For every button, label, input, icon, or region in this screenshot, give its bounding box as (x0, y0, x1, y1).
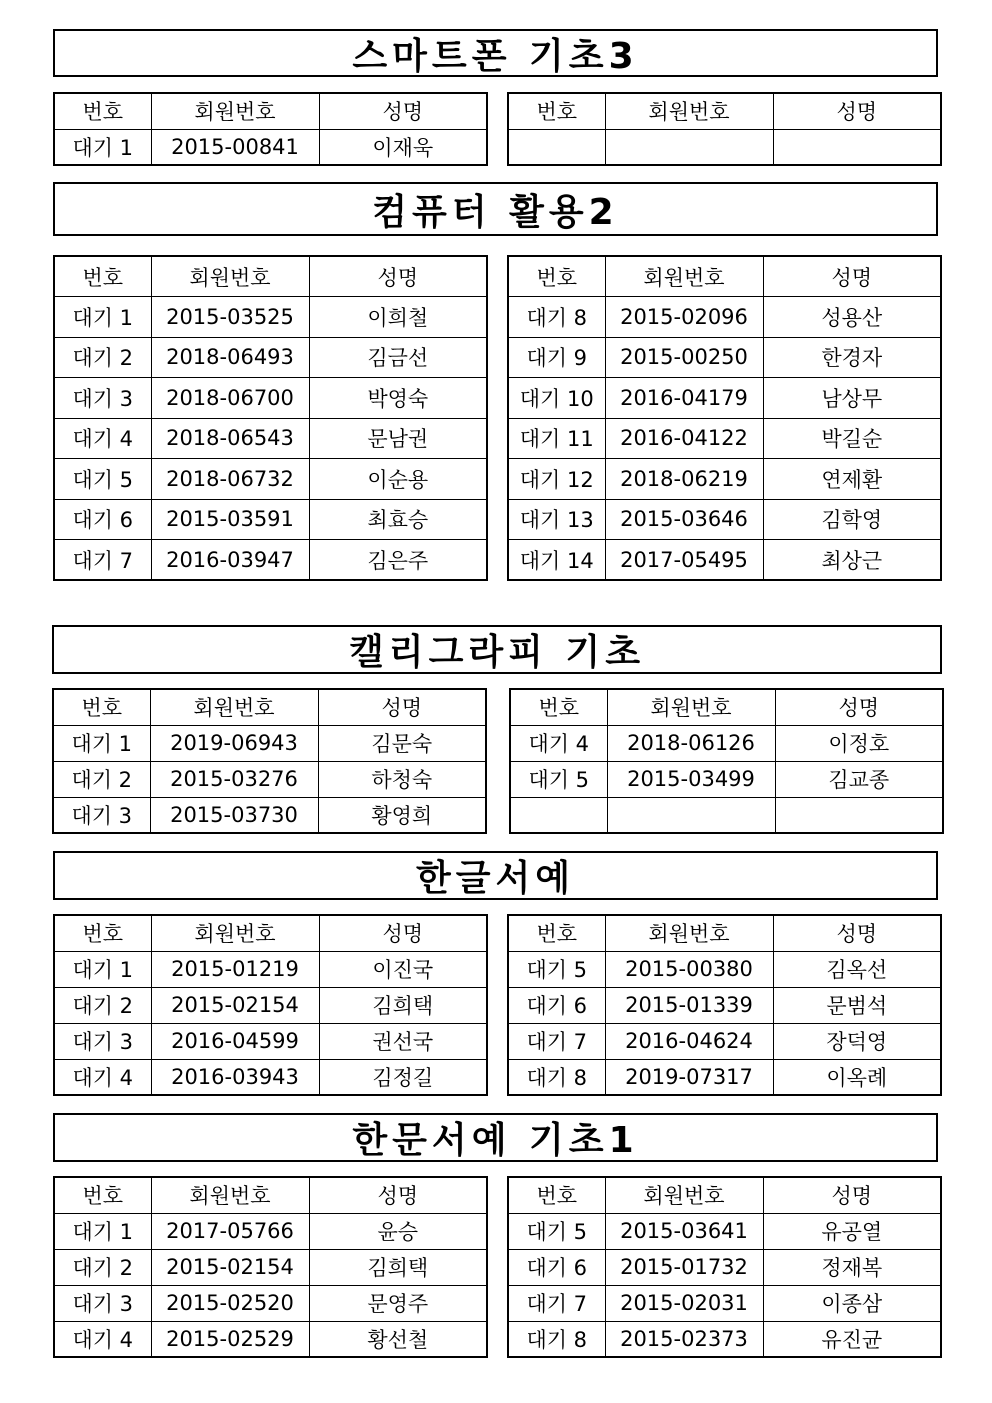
table-row (54, 378, 487, 419)
name-cell: 남상무 (763, 378, 941, 419)
table-row (508, 129, 941, 165)
table-row (508, 1213, 941, 1249)
name-cell: 김금선 (309, 337, 487, 378)
name-cell: 이진국 (319, 951, 487, 987)
member-number-cell: 2016-04122 (605, 418, 763, 459)
wait-number-cell: 대기 3 (54, 378, 151, 419)
table-row (508, 499, 941, 540)
wait-number-cell: 대기 6 (54, 499, 151, 540)
name-cell: 황선철 (309, 1321, 487, 1357)
wait-number-cell: 대기 4 (510, 725, 607, 761)
header-number: 번호 (508, 93, 605, 129)
wait-number-cell: 대기 5 (510, 761, 607, 797)
wait-number-cell: 대기 1 (54, 297, 151, 338)
member-number-cell: 2015-03591 (151, 499, 309, 540)
name-cell: 최효승 (309, 499, 487, 540)
header-name: 성명 (773, 93, 941, 129)
table-row (54, 1059, 487, 1095)
name-cell: 김은주 (309, 540, 487, 581)
name-cell: 김정길 (319, 1059, 487, 1095)
member-number-cell: 2015-00841 (151, 129, 319, 165)
name-cell: 한경자 (763, 337, 941, 378)
name-cell: 이옥례 (773, 1059, 941, 1095)
name-cell: 권선국 (319, 1023, 487, 1059)
header-name: 성명 (763, 256, 941, 297)
name-cell: 김옥선 (773, 951, 941, 987)
wait-number-cell: 대기 8 (508, 1321, 605, 1357)
member-number-cell: 2018-06543 (151, 418, 309, 459)
wait-number-cell: 대기 2 (53, 761, 150, 797)
header-name: 성명 (319, 915, 487, 951)
member-number-cell: 2019-07317 (605, 1059, 773, 1095)
table-row (508, 297, 941, 338)
right-waiting-table (507, 1176, 942, 1358)
wait-number-cell: 대기 3 (53, 797, 150, 833)
table-header-row (54, 93, 487, 129)
wait-number-cell: 대기 2 (54, 337, 151, 378)
wait-number-cell: 대기 6 (508, 987, 605, 1023)
header-number: 번호 (54, 93, 151, 129)
section-title (53, 1113, 938, 1162)
header-number: 번호 (54, 915, 151, 951)
member-number-cell: 2015-00380 (605, 951, 773, 987)
header-name: 성명 (309, 1177, 487, 1213)
section-title-text: 컴퓨터 활용2 (372, 191, 619, 233)
table-header-row (508, 93, 941, 129)
right-waiting-table (507, 255, 942, 581)
left-waiting-table (53, 914, 488, 1096)
name-cell: 성용산 (763, 297, 941, 338)
wait-number-cell: 대기 4 (54, 418, 151, 459)
wait-number-cell: 대기 1 (54, 951, 151, 987)
table-row (508, 540, 941, 581)
member-number-cell: 2017-05495 (605, 540, 763, 581)
table-row (508, 951, 941, 987)
wait-number-cell: 대기 14 (508, 540, 605, 581)
table-row (508, 1249, 941, 1285)
wait-number-cell: 대기 1 (53, 725, 150, 761)
member-number-cell: 2015-03276 (150, 761, 318, 797)
wait-number-cell: 대기 1 (54, 1213, 151, 1249)
wait-number-cell: 대기 5 (54, 459, 151, 500)
member-number-cell: 2015-00250 (605, 337, 763, 378)
member-number-cell: 2015-03641 (605, 1213, 763, 1249)
member-number-cell: 2015-03499 (607, 761, 775, 797)
name-cell: 유진균 (763, 1321, 941, 1357)
section-title (52, 625, 942, 674)
name-cell: 장덕영 (773, 1023, 941, 1059)
name-cell: 연제환 (763, 459, 941, 500)
header-number: 번호 (510, 689, 607, 725)
name-cell: 최상근 (763, 540, 941, 581)
member-number-cell: 2018-06219 (605, 459, 763, 500)
table-row (508, 378, 941, 419)
header-member-number: 회원번호 (605, 1177, 763, 1213)
header-name: 성명 (309, 256, 487, 297)
name-cell: 정재복 (763, 1249, 941, 1285)
table-header-row (508, 256, 941, 297)
member-number-cell: 2018-06700 (151, 378, 309, 419)
name-cell: 문남권 (309, 418, 487, 459)
table-row (508, 337, 941, 378)
wait-number-cell: 대기 13 (508, 499, 605, 540)
table-row (54, 1023, 487, 1059)
header-member-number: 회원번호 (150, 689, 318, 725)
wait-number-cell: 대기 1 (54, 129, 151, 165)
header-name: 성명 (318, 689, 486, 725)
name-cell: 윤승 (309, 1213, 487, 1249)
table-row (508, 418, 941, 459)
table-row (508, 987, 941, 1023)
name-cell: 이순용 (309, 459, 487, 500)
table-header-row (510, 689, 943, 725)
table-row (508, 1285, 941, 1321)
member-number-cell: 2015-01339 (605, 987, 773, 1023)
header-number: 번호 (53, 689, 150, 725)
member-number-cell: 2015-01732 (605, 1249, 763, 1285)
table-row (508, 1023, 941, 1059)
name-cell: 박영숙 (309, 378, 487, 419)
left-waiting-table (53, 1176, 488, 1358)
member-number-cell: 2018-06732 (151, 459, 309, 500)
table-header-row (508, 1177, 941, 1213)
header-name: 성명 (319, 93, 487, 129)
member-number-cell: 2019-06943 (150, 725, 318, 761)
wait-number-cell: 대기 11 (508, 418, 605, 459)
name-cell: 유공열 (763, 1213, 941, 1249)
wait-number-cell: 대기 10 (508, 378, 605, 419)
wait-number-cell: 대기 7 (508, 1023, 605, 1059)
table-row (54, 540, 487, 581)
name-cell: 김희택 (319, 987, 487, 1023)
left-waiting-table (52, 688, 487, 834)
member-number-cell: 2015-03525 (151, 297, 309, 338)
name-cell: 문범석 (773, 987, 941, 1023)
header-member-number: 회원번호 (607, 689, 775, 725)
wait-number-cell: 대기 8 (508, 297, 605, 338)
header-member-number: 회원번호 (151, 93, 319, 129)
header-name: 성명 (773, 915, 941, 951)
table-row (54, 1249, 487, 1285)
table-row (54, 987, 487, 1023)
member-number-cell: 2018-06126 (607, 725, 775, 761)
header-number: 번호 (508, 915, 605, 951)
member-number-cell (607, 797, 775, 833)
member-number-cell: 2015-02154 (151, 987, 319, 1023)
member-number-cell: 2015-02154 (151, 1249, 309, 1285)
member-number-cell: 2015-02031 (605, 1285, 763, 1321)
wait-number-cell (510, 797, 607, 833)
table-row (510, 761, 943, 797)
member-number-cell: 2015-03730 (150, 797, 318, 833)
right-waiting-table (507, 914, 942, 1096)
name-cell (773, 129, 941, 165)
name-cell: 이재욱 (319, 129, 487, 165)
table-row (54, 1321, 487, 1357)
section-title-text: 스마트폰 기초3 (352, 35, 639, 77)
table-header-row (54, 915, 487, 951)
member-number-cell: 2016-04179 (605, 378, 763, 419)
member-number-cell: 2015-01219 (151, 951, 319, 987)
table-header-row (54, 1177, 487, 1213)
wait-number-cell: 대기 4 (54, 1059, 151, 1095)
wait-number-cell: 대기 5 (508, 1213, 605, 1249)
name-cell (775, 797, 943, 833)
table-row (54, 499, 487, 540)
wait-number-cell: 대기 2 (54, 1249, 151, 1285)
name-cell: 김희택 (309, 1249, 487, 1285)
left-waiting-table (53, 255, 488, 581)
wait-number-cell: 대기 4 (54, 1321, 151, 1357)
name-cell: 황영희 (318, 797, 486, 833)
left-waiting-table (53, 92, 488, 166)
name-cell: 하청숙 (318, 761, 486, 797)
name-cell: 문영주 (309, 1285, 487, 1321)
table-row (54, 459, 487, 500)
header-name: 성명 (775, 689, 943, 725)
header-member-number: 회원번호 (151, 915, 319, 951)
member-number-cell: 2016-03947 (151, 540, 309, 581)
section-title-text: 캘리그라피 기초 (349, 632, 645, 673)
member-number-cell: 2015-02373 (605, 1321, 763, 1357)
member-number-cell (605, 129, 773, 165)
table-row (510, 797, 943, 833)
wait-number-cell: 대기 8 (508, 1059, 605, 1095)
table-row (53, 761, 486, 797)
right-waiting-table (509, 688, 944, 834)
header-member-number: 회원번호 (151, 256, 309, 297)
header-member-number: 회원번호 (605, 93, 773, 129)
member-number-cell: 2015-02520 (151, 1285, 309, 1321)
header-number: 번호 (508, 256, 605, 297)
table-header-row (53, 689, 486, 725)
table-row (54, 951, 487, 987)
wait-number-cell: 대기 3 (54, 1285, 151, 1321)
table-row (54, 418, 487, 459)
member-number-cell: 2016-04599 (151, 1023, 319, 1059)
member-number-cell: 2016-03943 (151, 1059, 319, 1095)
name-cell: 이종삼 (763, 1285, 941, 1321)
wait-number-cell: 대기 7 (54, 540, 151, 581)
section-title-text: 한문서예 기초1 (352, 1120, 639, 1161)
header-member-number: 회원번호 (605, 915, 773, 951)
member-number-cell: 2015-02096 (605, 297, 763, 338)
header-number: 번호 (54, 1177, 151, 1213)
section-title-text: 한글서예 (415, 858, 576, 899)
table-header-row (54, 256, 487, 297)
table-row (54, 337, 487, 378)
header-number: 번호 (54, 256, 151, 297)
header-number: 번호 (508, 1177, 605, 1213)
wait-number-cell: 대기 9 (508, 337, 605, 378)
name-cell: 박길순 (763, 418, 941, 459)
section-title (53, 29, 938, 77)
member-number-cell: 2015-02529 (151, 1321, 309, 1357)
table-row (54, 1213, 487, 1249)
wait-number-cell: 대기 5 (508, 951, 605, 987)
section-title (53, 182, 938, 236)
wait-number-cell: 대기 3 (54, 1023, 151, 1059)
table-row (54, 129, 487, 165)
member-number-cell: 2015-03646 (605, 499, 763, 540)
name-cell: 김문숙 (318, 725, 486, 761)
table-row (508, 1059, 941, 1095)
table-row (53, 797, 486, 833)
section-title (53, 851, 938, 900)
table-row (54, 297, 487, 338)
name-cell: 김교종 (775, 761, 943, 797)
table-row (510, 725, 943, 761)
name-cell: 김학영 (763, 499, 941, 540)
name-cell: 이희철 (309, 297, 487, 338)
table-row (508, 1321, 941, 1357)
header-member-number: 회원번호 (151, 1177, 309, 1213)
member-number-cell: 2017-05766 (151, 1213, 309, 1249)
name-cell: 이정호 (775, 725, 943, 761)
member-number-cell: 2016-04624 (605, 1023, 773, 1059)
header-member-number: 회원번호 (605, 256, 763, 297)
header-name: 성명 (763, 1177, 941, 1213)
table-row (54, 1285, 487, 1321)
wait-number-cell (508, 129, 605, 165)
right-waiting-table (507, 92, 942, 166)
member-number-cell: 2018-06493 (151, 337, 309, 378)
table-header-row (508, 915, 941, 951)
wait-number-cell: 대기 6 (508, 1249, 605, 1285)
wait-number-cell: 대기 12 (508, 459, 605, 500)
table-row (53, 725, 486, 761)
wait-number-cell: 대기 7 (508, 1285, 605, 1321)
wait-number-cell: 대기 2 (54, 987, 151, 1023)
table-row (508, 459, 941, 500)
